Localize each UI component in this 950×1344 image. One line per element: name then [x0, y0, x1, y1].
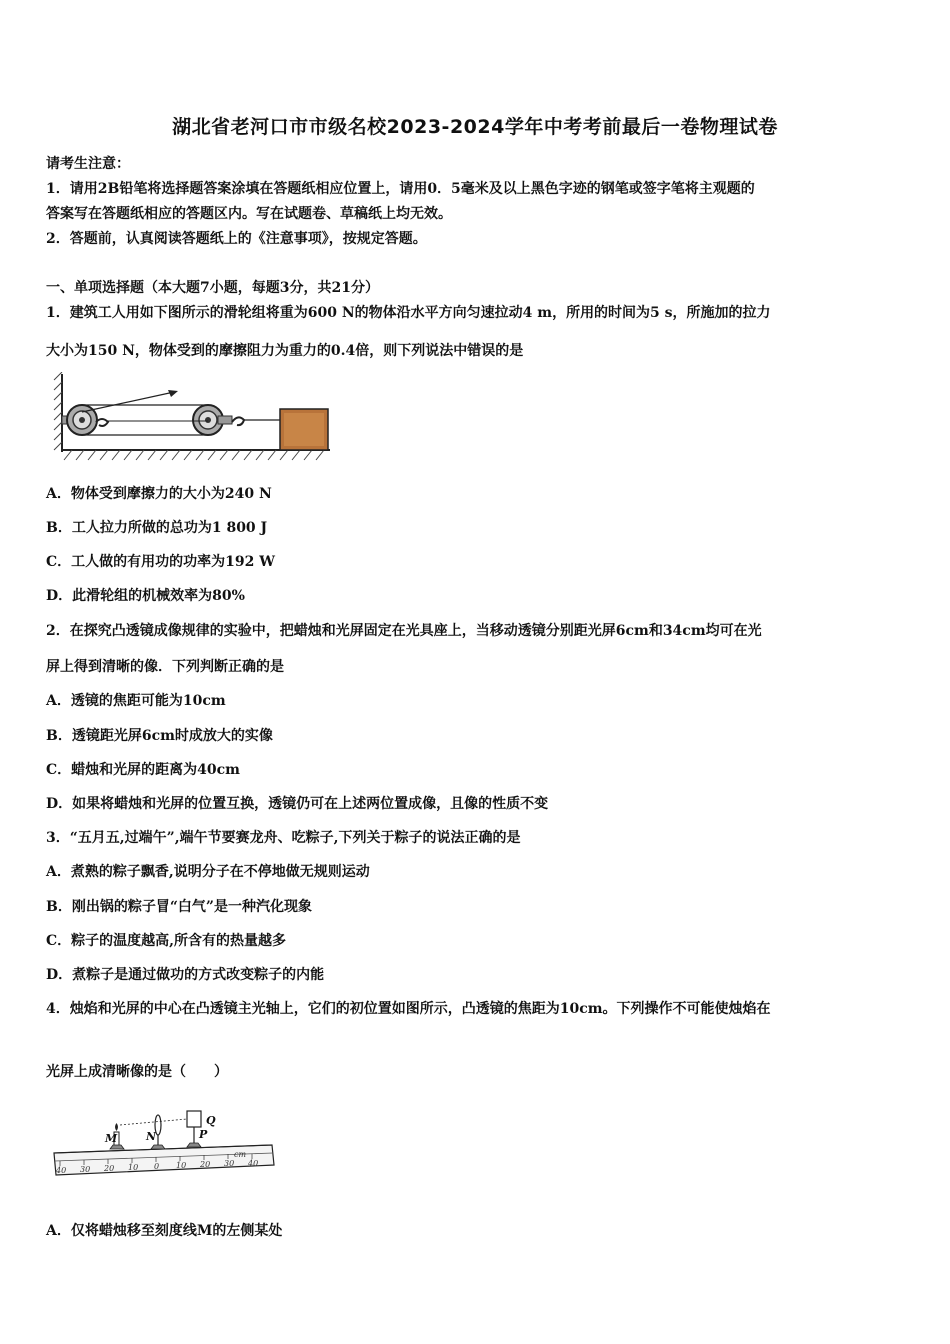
q3-stem: 3．“五月五,过端午”,端午节要赛龙舟、吃粽子,下列关于粽子的说法正确的是	[46, 830, 521, 846]
pull-rope	[82, 392, 174, 412]
q1-option-b: B．工人拉力所做的总功为1 800 J	[46, 520, 268, 536]
tick-label: 20	[104, 1164, 115, 1173]
wall-hatch	[54, 372, 62, 450]
q3-option-a: A．煮熟的粽子飘香,说明分子在不停地做无规则运动	[46, 864, 370, 880]
q4-stem-a: 4．烛焰和光屏的中心在凸透镜主光轴上，它们的初位置如图所示，凸透镜的焦距为10cm。下列操作不可能使烛焰在	[46, 1001, 771, 1017]
label-m: M	[105, 1132, 118, 1145]
pull-arrow	[168, 390, 178, 397]
q2-option-c: C．蜡烛和光屏的距离为40cm	[46, 762, 240, 778]
tick-label: 40	[248, 1159, 259, 1168]
notice-item-1a: 1．请用2B铅笔将选择题答案涂填在答题纸相应位置上，请用0．5毫米及以上黑色字迹的钢笔或签字笔将主观题的	[46, 181, 755, 197]
label-q: Q	[206, 1114, 216, 1127]
q2-option-b: B．透镜距光屏6cm时成放大的实像	[46, 728, 273, 744]
tick-label: 40	[56, 1166, 67, 1175]
q2-option-a: A．透镜的焦距可能为10cm	[46, 693, 226, 709]
page-title: 湖北省老河口市市级名校2023-2024学年中考考前最后一卷物理试卷	[172, 116, 778, 138]
notice-item-2: 2．答题前，认真阅读答题纸上的《注意事项》，按规定答题。	[46, 231, 427, 247]
q2-option-d: D．如果将蜡烛和光屏的位置互换，透镜仍可在上述两位置成像，且像的性质不变	[46, 796, 549, 812]
q4-stem-b: 光屏上成清晰像的是（ ）	[46, 1064, 228, 1080]
tick-label: 10	[128, 1163, 139, 1172]
label-p: P	[199, 1128, 208, 1141]
q1-option-a: A．物体受到摩擦力的大小为240 N	[46, 486, 272, 502]
label-n: N	[146, 1130, 157, 1143]
unit-label: cm	[234, 1150, 247, 1159]
light-screen	[187, 1111, 201, 1127]
notice-item-1b: 答案写在答题纸相应的答题区内。写在试题卷、草稿纸上均无效。	[46, 206, 452, 222]
q4-option-a: A．仅将蜡烛移至刻度线M的左侧某处	[46, 1223, 283, 1239]
q1-stem-a: 1．建筑工人用如下图所示的滑轮组将重为600 N的物体沿水平方向匀速拉动4 m，所用的时间为5 s，所施加的拉力	[46, 305, 771, 321]
q1-option-d: D．此滑轮组的机械效率为80%	[46, 588, 245, 604]
tick-label: 0	[154, 1162, 160, 1171]
q1-stem-b: 大小为150 N，物体受到的摩擦阻力为重力的0.4倍，则下列说法中错误的是	[46, 343, 524, 359]
notice-heading: 请考生注意：	[46, 156, 130, 172]
tick-label: 30	[224, 1159, 235, 1168]
candle-flame	[115, 1123, 118, 1131]
pulley-figure	[48, 372, 338, 464]
q2-stem-a: 2．在探究凸透镜成像规律的实验中，把蜡烛和光屏固定在光具座上，当移动透镜分别距光屏6cm和34cm均可在光	[46, 623, 762, 639]
tick-label: 30	[80, 1165, 91, 1174]
q2-stem-b: 屏上得到清晰的像．下列判断正确的是	[46, 659, 284, 675]
q1-option-c: C．工人做的有用功的功率为192 W	[46, 554, 275, 570]
q3-option-d: D．煮粽子是通过做功的方式改变粽子的内能	[46, 967, 325, 983]
q3-option-c: C．粽子的温度越高,所含有的热量越多	[46, 933, 287, 949]
optical-bench-figure	[50, 1105, 278, 1183]
principal-axis	[120, 1119, 187, 1125]
section-heading: 一、单项选择题（本大题7小题，每题3分，共21分）	[46, 280, 379, 296]
tick-label: 10	[176, 1161, 187, 1170]
tick-label: 20	[200, 1160, 211, 1169]
q3-option-b: B．刚出锅的粽子冒“白气”是一种汽化现象	[46, 899, 312, 915]
hook-2	[232, 417, 244, 425]
ground-hatch	[64, 450, 324, 460]
